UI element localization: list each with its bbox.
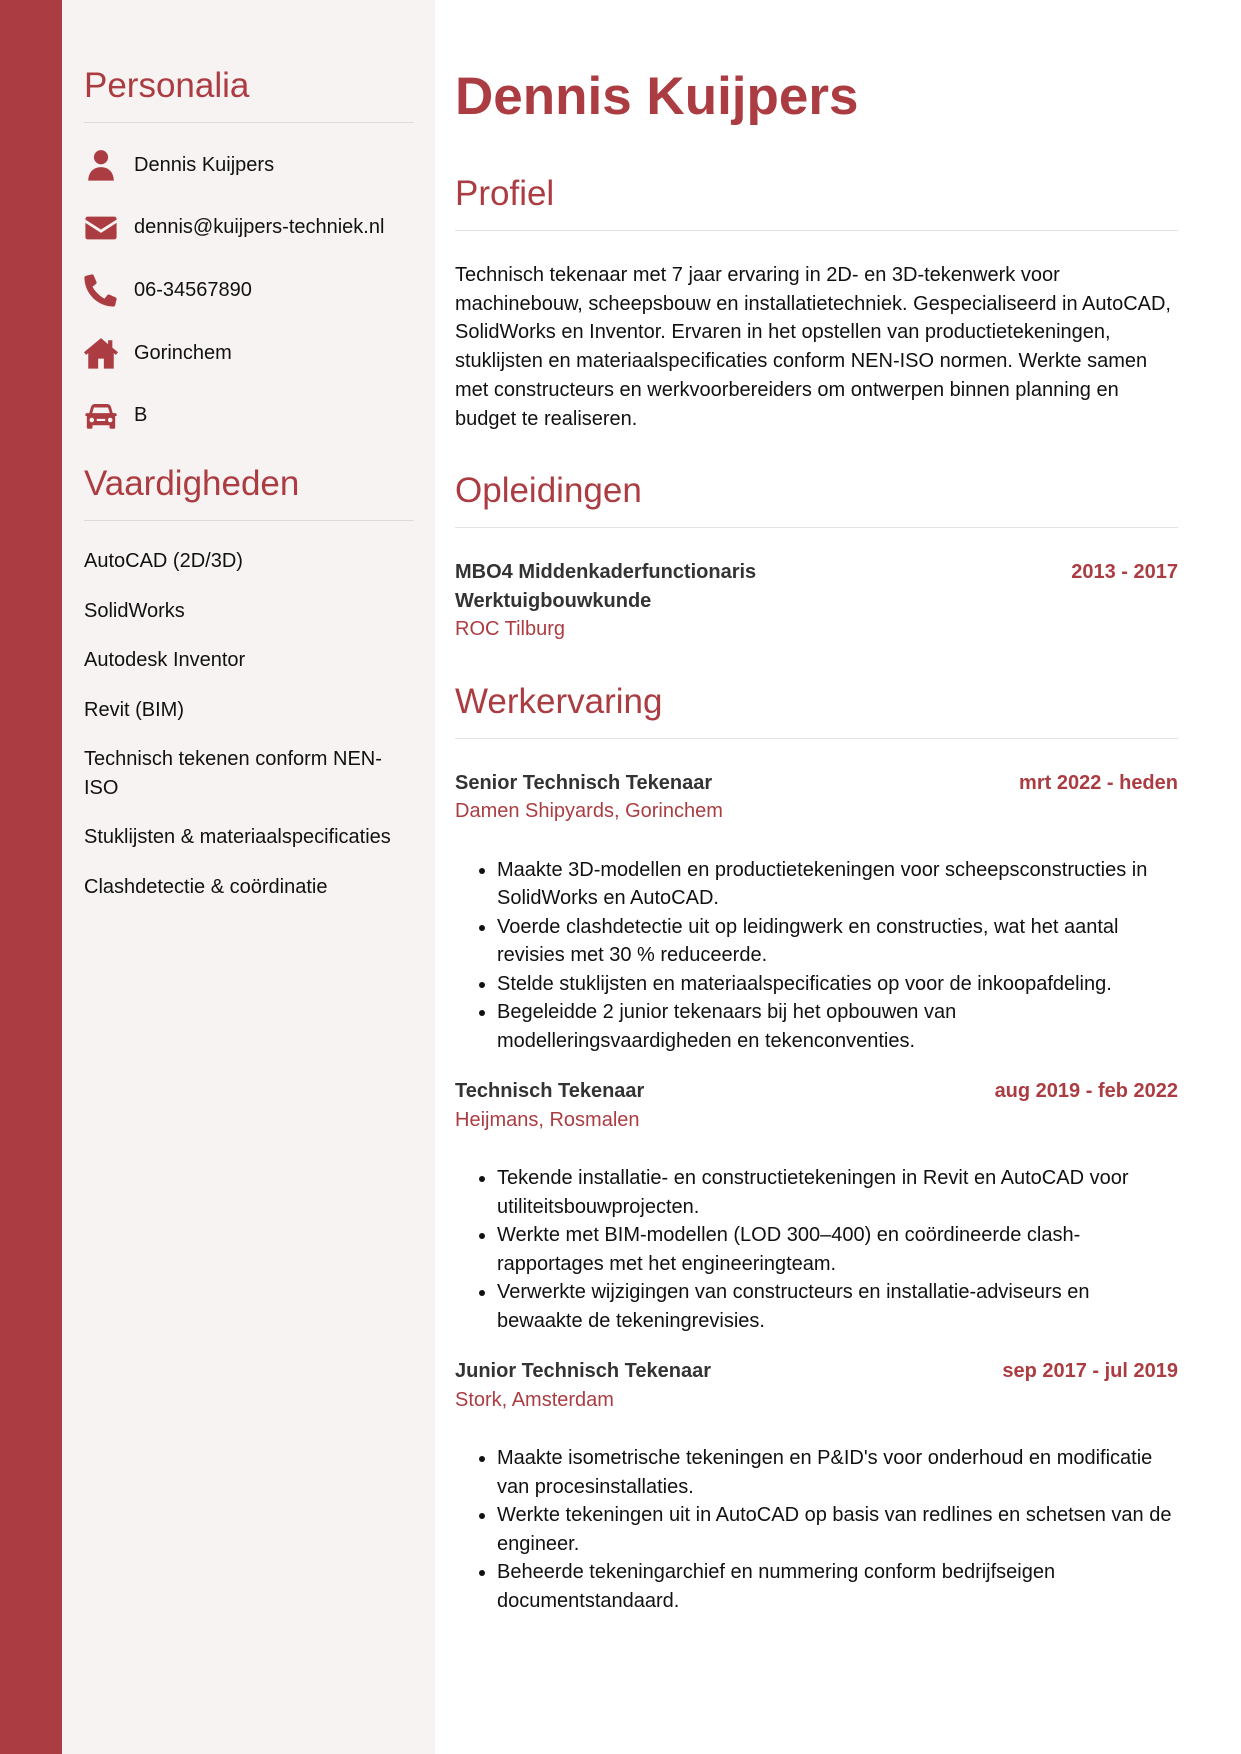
candidate-name: Dennis Kuijpers	[455, 67, 859, 126]
profile-text: Technisch tekenaar met 7 jaar ervaring in 2D- en 3D-tekenwerk voor machinebouw, scheepsbouw en installatietechniek. Gespecialiseerd in AutoCAD, SolidWorks en Inventor. Ervaren in het opstellen van productietekeningen, stuklijsten en materiaalspecificaties conform NEN-ISO normen. Werkte samen met constructeurs en werkvoorbereiders om ontwerpen binnen planning en budget te realiseren.	[455, 264, 1171, 430]
contact-text: B	[134, 404, 148, 427]
bullet-item: • Werkte tekeningen uit in AutoCAD op basis van redlines en schetsen van de engineer.	[497, 1501, 1178, 1558]
home-icon	[84, 336, 118, 370]
car-icon	[84, 399, 118, 433]
accent-bar	[0, 0, 62, 1754]
profile-heading: Profiel	[455, 174, 555, 213]
contact-text: dennis@kuijpers-techniek.nl	[134, 216, 385, 239]
education-entry	[455, 558, 1178, 644]
entry-date: aug 2019 - feb 2022	[994, 1080, 1178, 1103]
divider	[455, 230, 1178, 231]
education-heading: Opleidingen	[455, 471, 642, 511]
entry-org: Damen Shipyards, Gorinchem	[455, 800, 723, 823]
contact-text: 06-34567890	[134, 278, 252, 301]
bullet-item: • Stelde stuklijsten en materiaalspecificaties op voor de inkoopafdeling.	[497, 970, 1178, 999]
entry-header	[455, 1357, 1178, 1386]
entry-title: Senior Technisch Tekenaar	[455, 771, 713, 794]
skill-item: Stuklijsten & materiaalspecificaties	[84, 826, 391, 849]
divider	[84, 520, 414, 521]
bullet-item: • Beheerde tekeningarchief en nummering conform bedrijfseigen documentstandaard.	[497, 1558, 1178, 1615]
divider	[455, 738, 1178, 739]
skill-item: Clashdetectie & coördinatie	[84, 875, 328, 898]
entry-date: mrt 2022 - heden	[1019, 771, 1178, 794]
skill-list	[84, 547, 414, 901]
entry-header	[455, 1077, 1178, 1106]
sidebar	[62, 0, 435, 1754]
skill-item: Revit (BIM)	[84, 698, 184, 721]
bullet-list	[455, 1164, 1178, 1335]
user-icon	[84, 148, 118, 182]
entry-date: 2013 - 2017	[1071, 561, 1178, 584]
entry-org: ROC Tilburg	[455, 618, 566, 641]
contact-list	[84, 145, 414, 436]
bullet-item: • Maakte 3D-modellen en productietekeningen voor scheepsconstructies in SolidWorks en AutoCAD.	[497, 856, 1178, 913]
entry-org: Stork, Amsterdam	[455, 1388, 614, 1411]
main-content	[455, 60, 1178, 1615]
skills-heading: Vaardigheden	[84, 464, 300, 504]
entry-title: Junior Technisch Tekenaar	[455, 1360, 712, 1383]
experience-heading: Werkervaring	[455, 681, 663, 721]
skills-section	[84, 458, 414, 901]
entry-header	[455, 769, 1178, 798]
divider	[84, 122, 414, 123]
bullet-item: • Voerde clashdetectie uit op leidingwerk en constructies, wat het aantal revisies met 30 % reduceerde.	[497, 913, 1178, 970]
skill-item: AutoCAD (2D/3D)	[84, 550, 243, 573]
contact-phone[interactable]	[84, 270, 414, 310]
bullet-item: • Begeleidde 2 junior tekenaars bij het opbouwen van modelleringsvaardigheden en tekenconventies.	[497, 998, 1178, 1055]
entry-title: MBO4 Middenkaderfunctionaris Werktuigbouwkunde	[455, 561, 757, 612]
contact-text: Dennis Kuijpers	[134, 153, 275, 176]
experience-entry	[455, 1077, 1178, 1335]
contact-email[interactable]	[84, 208, 414, 248]
bullet-item: • Werkte met BIM-modellen (LOD 300–400) en coördineerde clash-rapportages met het engineeringteam.	[497, 1221, 1178, 1278]
bullet-list	[455, 856, 1178, 1056]
bullet-item: • Maakte isometrische tekeningen en P&ID's voor onderhoud en modificatie van procesinstallaties.	[497, 1444, 1178, 1501]
experience-entry	[455, 1357, 1178, 1615]
experience-entry	[455, 769, 1178, 1056]
skill-item: Autodesk Inventor	[84, 649, 246, 672]
personal-heading: Personalia	[84, 66, 250, 105]
entry-org: Heijmans, Rosmalen	[455, 1108, 640, 1131]
profile-section	[455, 168, 1178, 433]
entry-date: sep 2017 - jul 2019	[1002, 1360, 1178, 1383]
education-section	[455, 465, 1178, 644]
entry-title: Technisch Tekenaar	[455, 1080, 645, 1103]
bullet-item: • Tekende installatie- en constructietekeningen in Revit en AutoCAD voor utiliteitsbouwprojecten.	[497, 1164, 1178, 1221]
bullet-list	[455, 1444, 1178, 1615]
skill-item: SolidWorks	[84, 599, 185, 622]
divider	[455, 527, 1178, 528]
sidebar-content	[84, 60, 414, 922]
contact-text: Gorinchem	[134, 341, 232, 364]
contact-name	[84, 145, 414, 185]
phone-icon	[84, 273, 118, 307]
skill-item: Technisch tekenen conform NEN-ISO	[84, 748, 382, 799]
envelope-icon	[84, 211, 118, 245]
bullet-item: • Verwerkte wijzigingen van constructeurs en installatie-adviseurs en bewaakte de tekeningrevisies.	[497, 1278, 1178, 1335]
experience-section	[455, 676, 1178, 1616]
entry-header	[455, 558, 1178, 615]
contact-license	[84, 396, 414, 436]
contact-city	[84, 333, 414, 373]
